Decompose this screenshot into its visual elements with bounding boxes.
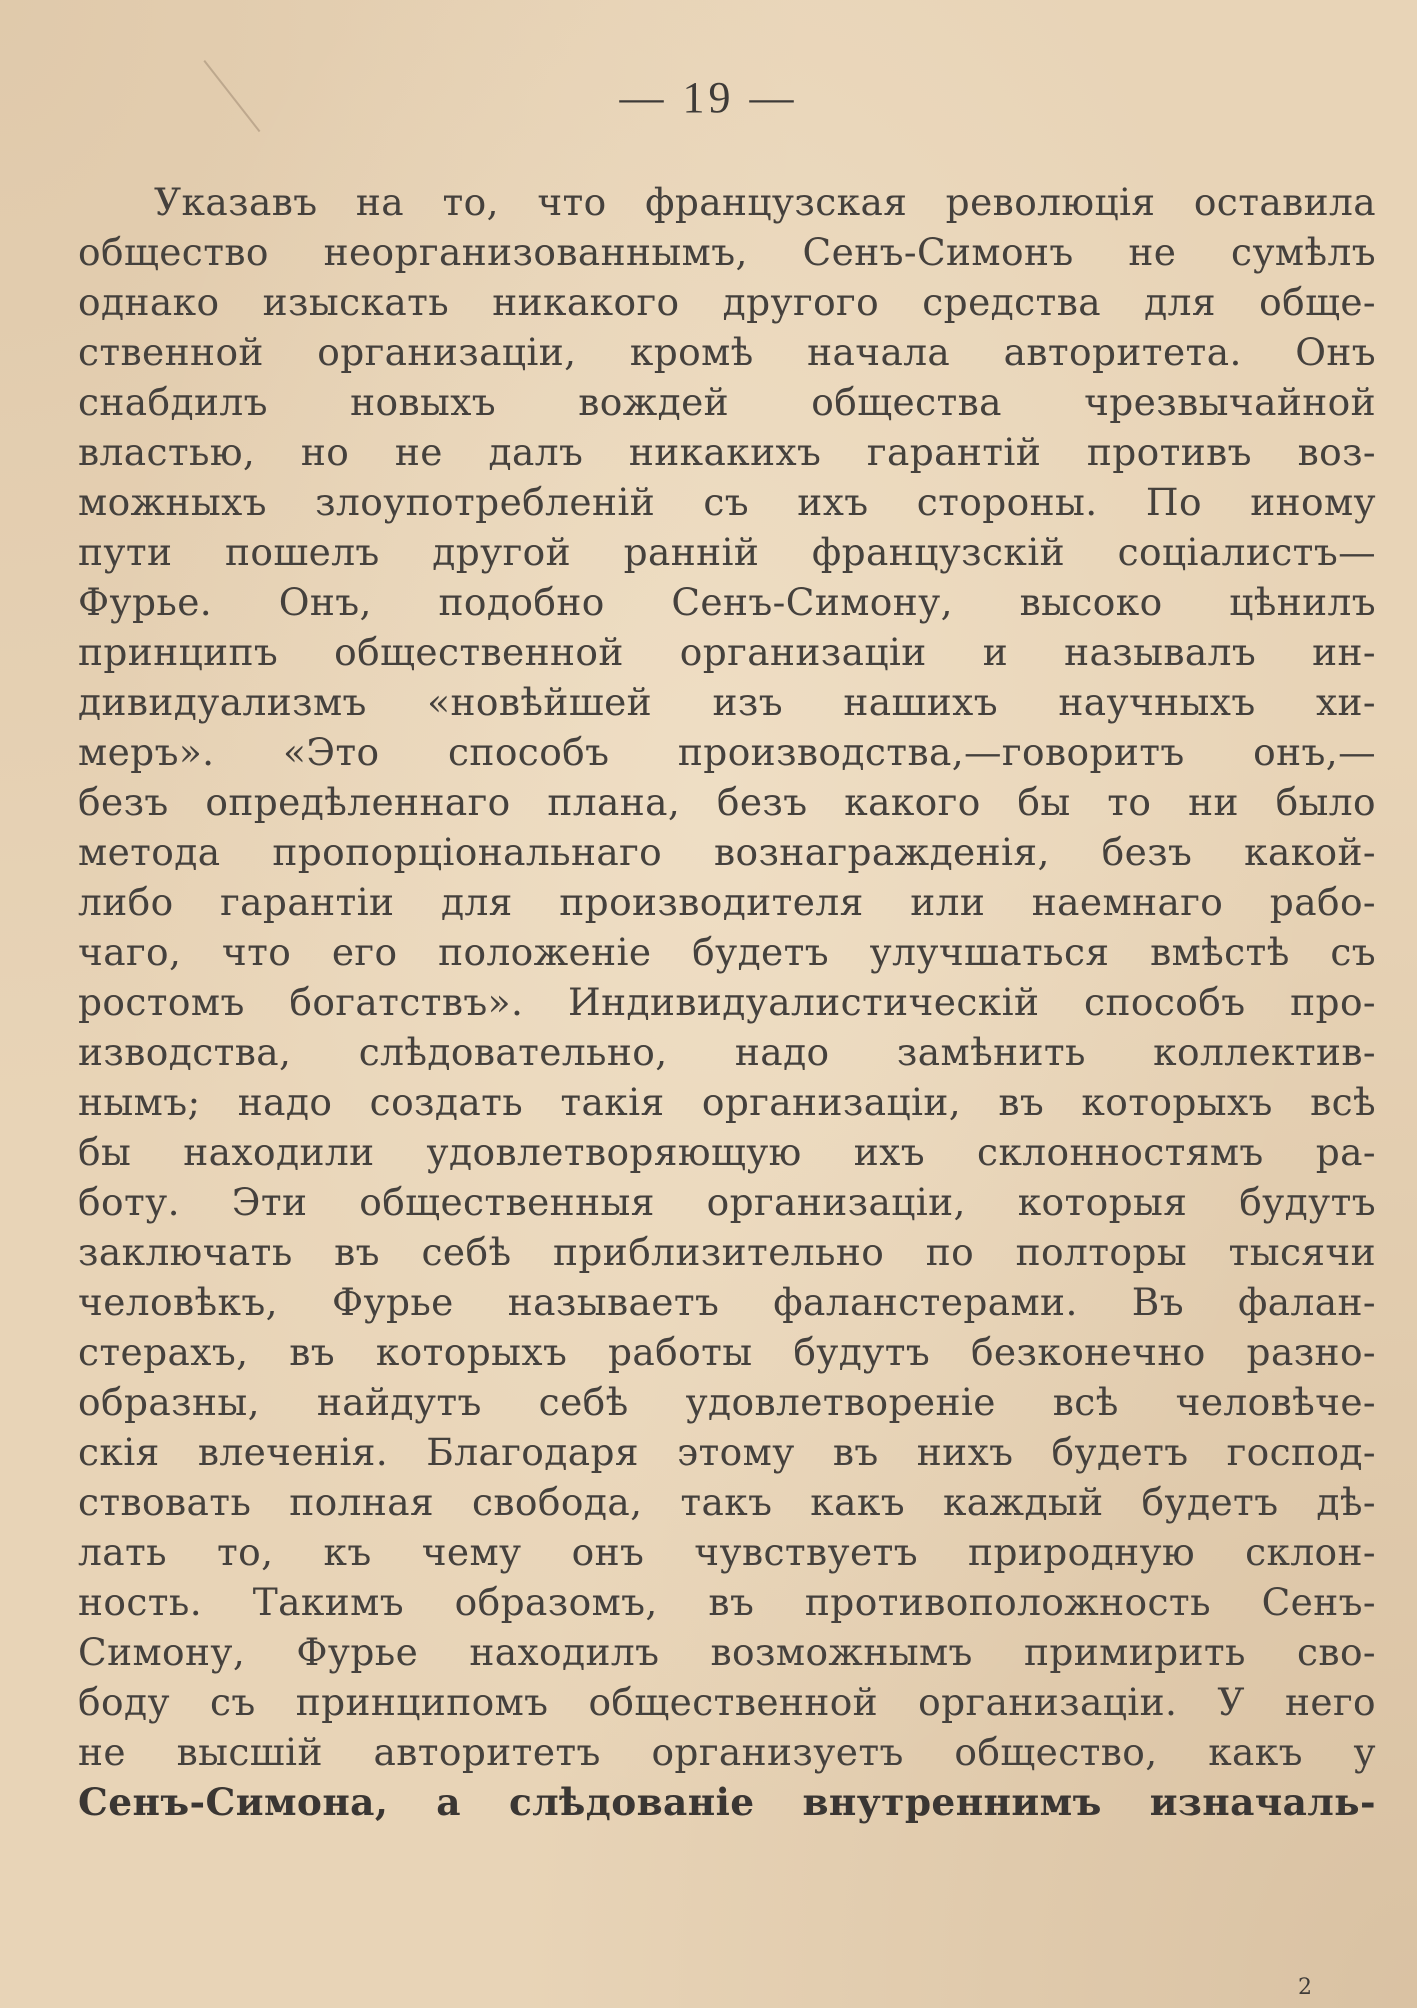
text-line: метода пропорцiональнаго вознагражденiя, безъ какой- bbox=[78, 830, 1376, 874]
text-line: безъ опредѣленнаго плана, безъ какого бы то ни было bbox=[78, 780, 1376, 824]
text-line: лать то, къ чему онъ чувствуетъ природную склон- bbox=[78, 1530, 1376, 1574]
text-line: пути пошелъ другой раннiй французскiй соцiалистъ— bbox=[78, 530, 1376, 574]
text-line: меръ». «Это способъ производства,—говоритъ онъ,— bbox=[78, 730, 1376, 774]
text-line: Симону, Фурье находилъ возможнымъ примирить сво- bbox=[78, 1630, 1376, 1674]
text-line: можныхъ злоупотребленiй съ ихъ стороны. По иному bbox=[78, 480, 1376, 524]
text-line: образны, найдутъ себѣ удовлетворенiе всѣ человѣче- bbox=[78, 1380, 1376, 1424]
text-line: боту. Эти общественныя организацiи, которыя будутъ bbox=[78, 1180, 1376, 1224]
text-line: стерахъ, въ которыхъ работы будутъ безконечно разно- bbox=[78, 1330, 1376, 1374]
page-number: — 19 — bbox=[619, 73, 798, 122]
text-line: бы находили удовлетворяющую ихъ склонностямъ ра- bbox=[78, 1130, 1376, 1174]
text-line: властью, но не далъ никакихъ гарантiй противъ воз- bbox=[78, 430, 1376, 474]
text-line: либо гарантiи для производителя или наемнаго рабо- bbox=[78, 880, 1376, 924]
text-line: нымъ; надо создать такiя организацiи, въ которыхъ всѣ bbox=[78, 1080, 1376, 1124]
text-line: снабдилъ новыхъ вождей общества чрезвычайной bbox=[78, 380, 1376, 424]
text-line: ность. Такимъ образомъ, въ противоположность Сенъ- bbox=[78, 1580, 1376, 1624]
text-line: ствовать полная свобода, такъ какъ каждый будетъ дѣ- bbox=[78, 1480, 1376, 1524]
text-line: дивидуализмъ «новѣйшей изъ нашихъ научныхъ хи- bbox=[78, 680, 1376, 724]
text-line: боду съ принципомъ общественной организацiи. У него bbox=[78, 1680, 1376, 1724]
text-line: чаго, что его положенiе будетъ улучшаться вмѣстѣ съ bbox=[78, 930, 1376, 974]
text-line: однако изыскать никакого другого средства для обще- bbox=[78, 280, 1376, 324]
body-paragraph bbox=[78, 177, 1376, 1827]
text-line: принципъ общественной организацiи и называлъ ин- bbox=[78, 630, 1376, 674]
text-line: Указавъ на то, что французская революцiя оставила bbox=[154, 180, 1376, 224]
text-line: изводства, слѣдовательно, надо замѣнить коллектив- bbox=[78, 1030, 1376, 1074]
text-line: заключать въ себѣ приблизительно по полторы тысячи bbox=[78, 1230, 1376, 1274]
text-line: ростомъ богатствъ». Индивидуалистическiй способъ про- bbox=[78, 980, 1376, 1024]
text-line: скiя влеченiя. Благодаря этому въ нихъ будетъ господ- bbox=[78, 1430, 1376, 1474]
text-line: Фурье. Онъ, подобно Сенъ-Симону, высоко цѣнилъ bbox=[78, 580, 1376, 624]
text-line: человѣкъ, Фурье называетъ фаланстерами. Въ фалан- bbox=[78, 1280, 1376, 1324]
text-line: общество неорганизованнымъ, Сенъ-Симонъ не сумѣлъ bbox=[78, 230, 1376, 274]
signature-mark: 2 bbox=[1298, 1975, 1312, 2000]
text-line: Сенъ-Симона, а слѣдованiе внутреннимъ изначаль- bbox=[78, 1780, 1376, 1824]
text-line: не высшiй авторитетъ организуетъ общество, какъ у bbox=[78, 1730, 1376, 1774]
text-line: ственной организацiи, кромѣ начала авторитета. Онъ bbox=[78, 330, 1376, 374]
